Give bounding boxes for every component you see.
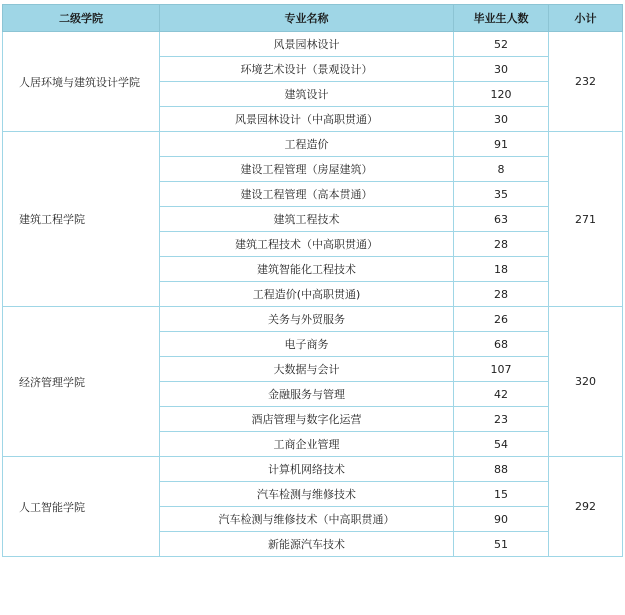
header-major: 专业名称	[160, 5, 454, 32]
graduate-count: 52	[454, 32, 549, 57]
college-name: 人居环境与建筑设计学院	[3, 32, 160, 132]
graduate-count: 54	[454, 432, 549, 457]
graduate-count: 51	[454, 532, 549, 557]
table-row	[3, 457, 623, 482]
college-subtotal: 232	[549, 32, 623, 132]
major-name: 汽车检测与维修技术	[160, 482, 454, 507]
major-name: 环境艺术设计（景观设计）	[160, 57, 454, 82]
college-subtotal: 292	[549, 457, 623, 557]
major-name: 风景园林设计（中高职贯通）	[160, 107, 454, 132]
graduates-table	[2, 4, 623, 557]
major-name: 电子商务	[160, 332, 454, 357]
graduate-count: 18	[454, 257, 549, 282]
major-name: 大数据与会计	[160, 357, 454, 382]
header-row	[3, 5, 623, 32]
major-name: 计算机网络技术	[160, 457, 454, 482]
major-name: 建设工程管理（房屋建筑）	[160, 157, 454, 182]
major-name: 关务与外贸服务	[160, 307, 454, 332]
major-name: 工程造价(中高职贯通)	[160, 282, 454, 307]
college-name: 人工智能学院	[3, 457, 160, 557]
major-name: 工程造价	[160, 132, 454, 157]
major-name: 汽车检测与维修技术（中高职贯通）	[160, 507, 454, 532]
table-row	[3, 32, 623, 57]
graduate-count: 26	[454, 307, 549, 332]
major-name: 建筑工程技术（中高职贯通）	[160, 232, 454, 257]
header-college: 二级学院	[3, 5, 160, 32]
graduate-count: 8	[454, 157, 549, 182]
graduate-count: 63	[454, 207, 549, 232]
graduate-count: 23	[454, 407, 549, 432]
graduate-count: 68	[454, 332, 549, 357]
graduate-count: 91	[454, 132, 549, 157]
table-body	[3, 32, 623, 557]
major-name: 建设工程管理（高本贯通）	[160, 182, 454, 207]
college-subtotal: 320	[549, 307, 623, 457]
graduate-count: 15	[454, 482, 549, 507]
major-name: 酒店管理与数字化运营	[160, 407, 454, 432]
college-name: 建筑工程学院	[3, 132, 160, 307]
header-graduates: 毕业生人数	[454, 5, 549, 32]
header-subtotal: 小计	[549, 5, 623, 32]
table-row	[3, 307, 623, 332]
major-name: 新能源汽车技术	[160, 532, 454, 557]
major-name: 建筑工程技术	[160, 207, 454, 232]
college-name: 经济管理学院	[3, 307, 160, 457]
graduate-count: 30	[454, 57, 549, 82]
major-name: 建筑智能化工程技术	[160, 257, 454, 282]
graduate-count: 88	[454, 457, 549, 482]
graduate-count: 120	[454, 82, 549, 107]
graduate-count: 28	[454, 232, 549, 257]
table-row	[3, 132, 623, 157]
college-subtotal: 271	[549, 132, 623, 307]
graduate-count: 28	[454, 282, 549, 307]
graduate-count: 107	[454, 357, 549, 382]
major-name: 风景园林设计	[160, 32, 454, 57]
graduate-count: 90	[454, 507, 549, 532]
major-name: 金融服务与管理	[160, 382, 454, 407]
graduate-count: 30	[454, 107, 549, 132]
major-name: 工商企业管理	[160, 432, 454, 457]
major-name: 建筑设计	[160, 82, 454, 107]
graduate-count: 42	[454, 382, 549, 407]
graduate-count: 35	[454, 182, 549, 207]
